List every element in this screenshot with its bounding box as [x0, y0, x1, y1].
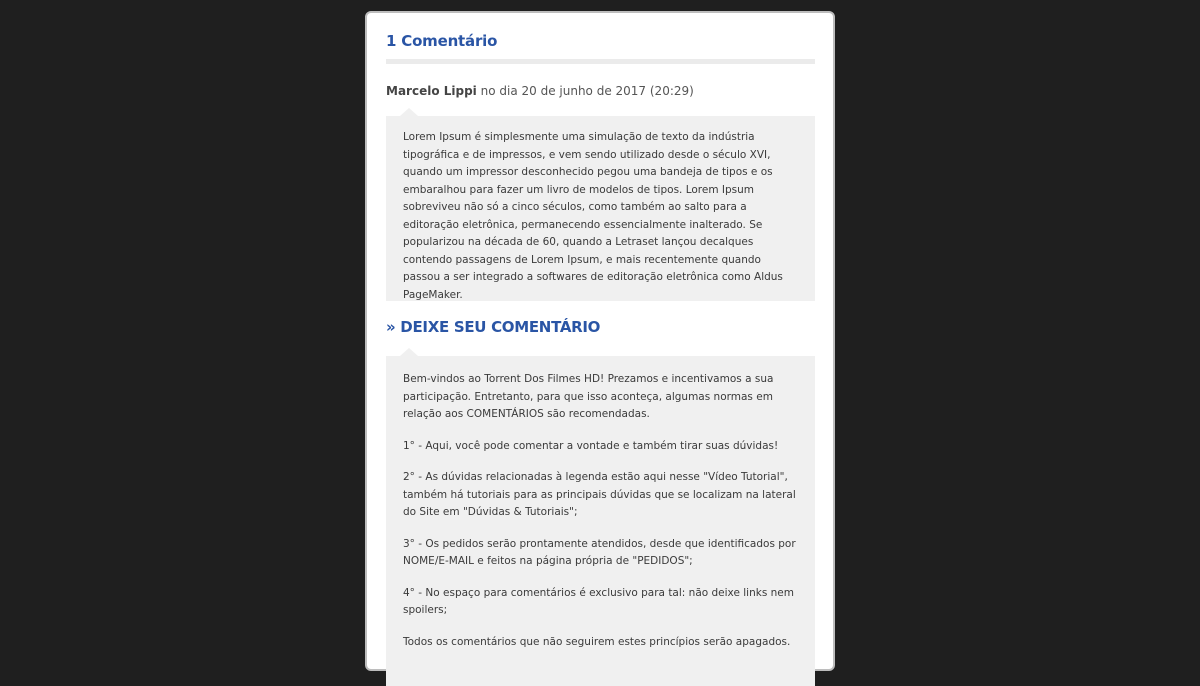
rule-2: 2° - As dúvidas relacionadas à legenda estão aqui nesse "Vídeo Tutorial", também há tutoriais para as principais dúvidas que se localizam na lateral do Site em "Dúvidas & Tutoriais";	[403, 471, 796, 518]
comment-count-title: 1 Comentário	[386, 32, 498, 50]
rules-intro: Bem-vindos ao Torrent Dos Filmes HD! Prezamos e incentivamos a sua participação. Entretanto, para que isso aconteça, algumas normas em relação aos COMENTÁRIOS são recomendadas.	[403, 373, 774, 420]
comment-text: Lorem Ipsum é simplesmente uma simulação de texto da indústria tipográfica e de impressos, e vem sendo utilizado desde o século XVI, quando um impressor desconhecido pegou uma bandeja de tipos e os embaralhou para fazer um livro de modelos de tipos. Lorem Ipsum sobreviveu não só a cinco séculos, como também ao salto para a editoração eletrônica, permanecendo essencialmente inalterado. Se popularizou na década de 60, quando a Letraset lançou decalques contendo passagens de Lorem Ipsum, e mais recentemente quando passou a ser integrado a softwares de editoração eletrônica como Aldus PageMaker.	[403, 131, 783, 301]
rule-1: 1° - Aqui, você pode comentar a vontade e também tirar suas dúvidas!	[403, 439, 779, 452]
rules-warning: Todos os comentários que não seguirem estes princípios serão apagados.	[403, 635, 791, 648]
comments-panel	[365, 11, 835, 671]
rule-4: 4° - No espaço para comentários é exclusivo para tal: não deixe links nem spoilers;	[403, 586, 794, 616]
comment-rules-box	[386, 356, 815, 686]
rule-3: 3° - Os pedidos serão prontamente atendidos, desde que identificados por NOME/E-MAIL e feitos na página própria de "PEDIDOS";	[403, 537, 796, 567]
comment-date: no dia 20 de junho de 2017 (20:29)	[480, 84, 694, 98]
comment-author[interactable]: Marcelo Lippi	[386, 84, 477, 98]
comment-body	[386, 116, 815, 301]
leave-comment-title: » DEIXE SEU COMENTÁRIO	[386, 318, 601, 336]
title-divider	[386, 59, 815, 64]
comment-meta	[386, 84, 694, 98]
